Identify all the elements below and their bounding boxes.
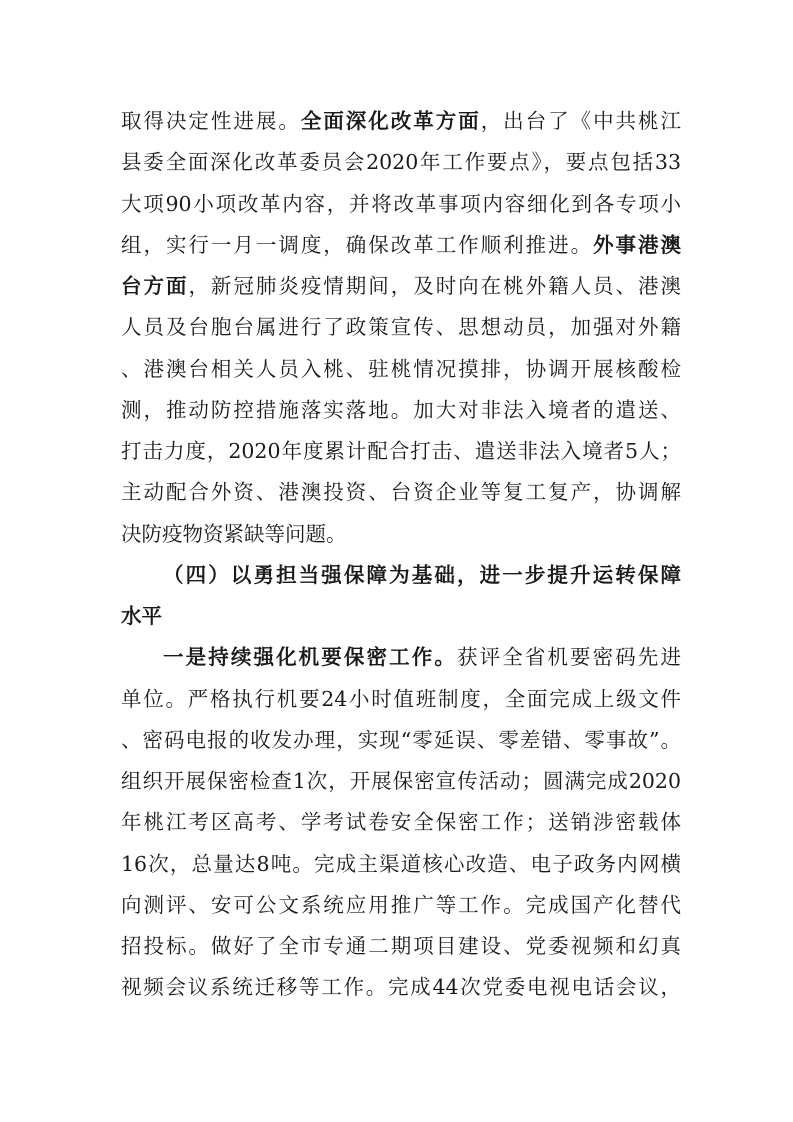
heading-text: 水平 — [121, 604, 162, 628]
section-heading — [163, 560, 681, 590]
paragraph-line — [121, 106, 681, 136]
text-run: 人员及台胞台属进行了政策宣传、思想动员，加强对外籍 — [121, 315, 681, 339]
text-run: 大项90小项改革内容，并将改革事项内容细化到各专项小 — [121, 192, 681, 216]
bold-text-run: 台方面 — [121, 274, 189, 298]
text-run: 取得决定性进展。 — [121, 109, 301, 133]
paragraph-line — [121, 147, 681, 177]
paragraph-line — [163, 642, 681, 672]
text-run: 获评全省机要密码先进 — [456, 645, 682, 669]
text-run: 测，推动防控措施落实落地。加大对非法入境者的遣送、 — [121, 398, 681, 422]
paragraph-line — [121, 477, 681, 507]
paragraph-line — [121, 766, 681, 796]
bold-text-run: 一是持续强化机要保密工作。 — [163, 645, 457, 669]
paragraph-line — [121, 931, 681, 961]
section-heading-continuation — [121, 601, 681, 631]
paragraph-line — [121, 890, 681, 920]
text-run: 组织开展保密检查1次，开展保密宣传活动；圆满完成2020 — [121, 769, 681, 793]
paragraph-line — [121, 271, 681, 301]
paragraph-line — [121, 395, 681, 425]
text-run: 、港澳台相关人员入桃、驻桃情况摸排，协调开展核酸检 — [121, 357, 681, 381]
paragraph-line — [121, 519, 681, 549]
paragraph-line — [121, 807, 681, 837]
bold-text-run: 全面深化改革方面 — [300, 109, 481, 133]
text-run: 打击力度，2020年度累计配合打击、遣送非法入境者5人； — [121, 439, 681, 463]
bold-text-run: 外事港澳 — [593, 233, 681, 257]
text-run: 县委全面深化改革委员会2020年工作要点》，要点包括33 — [121, 150, 681, 174]
paragraph-line — [121, 189, 681, 219]
text-run: 决防疫物资紧缺等问题。 — [121, 522, 347, 546]
text-run: 年桃江考区高考、学考试卷安全保密工作；送销涉密载体 — [121, 810, 681, 834]
text-run: 、密码电报的收发办理，实现“零延误、零差错、零事故”。 — [121, 728, 681, 752]
text-run: 单位。严格执行机要24小时值班制度，全面完成上级文件 — [121, 687, 681, 711]
paragraph-line — [121, 354, 681, 384]
paragraph-line — [121, 436, 681, 466]
text-run: 16次，总量达8吨。完成主渠道核心改造、电子政务内网横 — [121, 852, 681, 876]
text-run: 主动配合外资、港澳投资、台资企业等复工复产，协调解 — [121, 480, 681, 504]
text-run: 向测评、安可公文系统应用推广等工作。完成国产化替代 — [121, 893, 681, 917]
text-run: ，新冠肺炎疫情期间，及时向在桃外籍人员、港澳 — [188, 274, 681, 298]
text-run: ，出台了《中共桃江 — [480, 109, 682, 133]
paragraph-line — [121, 725, 681, 755]
paragraph-line — [121, 849, 681, 879]
text-run: 组，实行一月一调度，确保改革工作顺利推进。 — [121, 233, 594, 257]
text-run: 视频会议系统迁移等工作。完成44次党委电视电话会议， — [121, 975, 681, 999]
text-run: 招投标。做好了全市专通二期项目建设、党委视频和幻真 — [121, 934, 681, 958]
paragraph-line — [121, 312, 681, 342]
paragraph-line — [121, 972, 681, 1002]
heading-text: （四）以勇担当强保障为基础，进一步提升运转保障 — [163, 563, 681, 587]
paragraph-line — [121, 230, 681, 260]
paragraph-line — [121, 684, 681, 714]
